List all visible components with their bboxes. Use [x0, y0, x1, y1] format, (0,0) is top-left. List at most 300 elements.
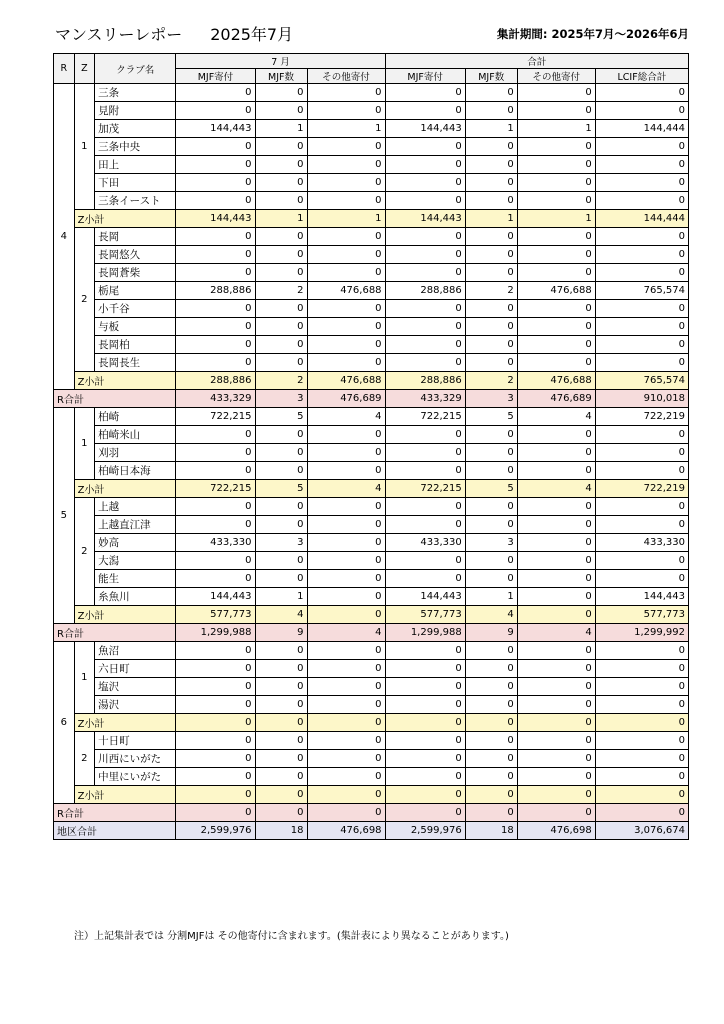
value-cell: 0 — [307, 606, 385, 624]
value-cell: 0 — [595, 714, 688, 732]
value-cell: 0 — [595, 498, 688, 516]
value-cell: 288,886 — [385, 372, 465, 390]
value-cell: 0 — [176, 714, 255, 732]
col-header-july: 7 月 — [176, 54, 385, 69]
col-header-total-other: その他寄付 — [517, 69, 595, 84]
value-cell: 5 — [255, 408, 307, 426]
zone-number: 1 — [74, 408, 95, 480]
club-name: 与板 — [95, 318, 176, 336]
value-cell: 0 — [595, 750, 688, 768]
report-body — [54, 84, 689, 840]
value-cell: 0 — [465, 228, 517, 246]
value-cell: 1 — [465, 210, 517, 228]
value-cell: 0 — [465, 462, 517, 480]
value-cell: 0 — [176, 516, 255, 534]
zone-subtotal-row — [54, 210, 689, 228]
zone-subtotal-row — [54, 714, 689, 732]
value-cell: 0 — [255, 264, 307, 282]
value-cell: 0 — [176, 300, 255, 318]
zone-subtotal-row — [54, 372, 689, 390]
value-cell: 0 — [517, 138, 595, 156]
club-name: 長岡悠久 — [95, 246, 176, 264]
value-cell: 0 — [595, 444, 688, 462]
value-cell: 0 — [385, 336, 465, 354]
value-cell: 0 — [255, 804, 307, 822]
value-cell: 0 — [465, 426, 517, 444]
club-row — [54, 408, 689, 426]
value-cell: 0 — [307, 156, 385, 174]
value-cell: 0 — [255, 696, 307, 714]
value-cell: 0 — [307, 102, 385, 120]
zone-number: 2 — [74, 498, 95, 606]
club-row — [54, 192, 689, 210]
value-cell: 0 — [517, 516, 595, 534]
value-cell: 0 — [595, 696, 688, 714]
value-cell: 0 — [517, 750, 595, 768]
value-cell: 1,299,988 — [176, 624, 255, 642]
col-header-total-mjf-amount: MJF寄付 — [385, 69, 465, 84]
value-cell: 0 — [517, 156, 595, 174]
value-cell: 0 — [595, 642, 688, 660]
value-cell: 476,688 — [307, 372, 385, 390]
club-row — [54, 156, 689, 174]
value-cell: 18 — [255, 822, 307, 840]
value-cell: 0 — [385, 426, 465, 444]
club-row — [54, 678, 689, 696]
value-cell: 0 — [465, 516, 517, 534]
value-cell: 4 — [517, 408, 595, 426]
club-name: 中里にいがた — [95, 768, 176, 786]
value-cell: 4 — [465, 606, 517, 624]
value-cell: 0 — [307, 336, 385, 354]
club-name: 栃尾 — [95, 282, 176, 300]
value-cell: 0 — [176, 444, 255, 462]
value-cell: 765,574 — [595, 372, 688, 390]
value-cell: 0 — [465, 300, 517, 318]
value-cell: 0 — [255, 138, 307, 156]
value-cell: 0 — [465, 174, 517, 192]
club-name: 湯沢 — [95, 696, 176, 714]
value-cell: 476,689 — [307, 390, 385, 408]
zone-number: 2 — [74, 228, 95, 372]
value-cell: 722,215 — [385, 480, 465, 498]
club-row — [54, 84, 689, 102]
club-name: 上越直江津 — [95, 516, 176, 534]
value-cell: 0 — [517, 318, 595, 336]
value-cell: 577,773 — [385, 606, 465, 624]
value-cell: 0 — [255, 246, 307, 264]
value-cell: 0 — [517, 102, 595, 120]
club-name: 長岡長生 — [95, 354, 176, 372]
value-cell: 0 — [307, 192, 385, 210]
club-name: 六日町 — [95, 660, 176, 678]
zone-subtotal-row — [54, 606, 689, 624]
value-cell: 0 — [595, 102, 688, 120]
zone-subtotal-label: Z小計 — [74, 606, 176, 624]
report-table — [53, 53, 689, 840]
value-cell: 0 — [385, 156, 465, 174]
club-row — [54, 102, 689, 120]
value-cell: 0 — [307, 246, 385, 264]
club-name: 糸魚川 — [95, 588, 176, 606]
value-cell: 0 — [595, 552, 688, 570]
value-cell: 0 — [595, 174, 688, 192]
value-cell: 0 — [307, 768, 385, 786]
value-cell: 0 — [385, 354, 465, 372]
value-cell: 0 — [255, 660, 307, 678]
value-cell: 0 — [595, 156, 688, 174]
value-cell: 0 — [517, 552, 595, 570]
club-name: 魚沼 — [95, 642, 176, 660]
club-row — [54, 498, 689, 516]
value-cell: 1 — [307, 120, 385, 138]
value-cell: 0 — [176, 246, 255, 264]
club-name: 三条イースト — [95, 192, 176, 210]
value-cell: 0 — [595, 786, 688, 804]
value-cell: 0 — [176, 156, 255, 174]
value-cell: 476,698 — [517, 822, 595, 840]
club-name: 田上 — [95, 156, 176, 174]
value-cell: 0 — [385, 714, 465, 732]
value-cell: 0 — [176, 732, 255, 750]
value-cell: 18 — [465, 822, 517, 840]
club-name: 十日町 — [95, 732, 176, 750]
zone-subtotal-label: Z小計 — [74, 480, 176, 498]
col-header-july-mjf-count: MJF数 — [255, 69, 307, 84]
value-cell: 0 — [307, 354, 385, 372]
value-cell: 3 — [465, 390, 517, 408]
value-cell: 0 — [307, 786, 385, 804]
value-cell: 0 — [465, 678, 517, 696]
value-cell: 476,688 — [517, 282, 595, 300]
value-cell: 0 — [176, 174, 255, 192]
value-cell: 0 — [176, 84, 255, 102]
club-name: 柏崎 — [95, 408, 176, 426]
value-cell: 0 — [385, 264, 465, 282]
value-cell: 0 — [517, 444, 595, 462]
value-cell: 0 — [385, 732, 465, 750]
value-cell: 2 — [465, 282, 517, 300]
value-cell: 0 — [255, 354, 307, 372]
value-cell: 577,773 — [176, 606, 255, 624]
region-number: 4 — [54, 84, 75, 390]
value-cell: 0 — [595, 300, 688, 318]
value-cell: 144,443 — [385, 588, 465, 606]
value-cell: 5 — [465, 480, 517, 498]
club-row — [54, 696, 689, 714]
value-cell: 0 — [465, 138, 517, 156]
value-cell: 0 — [465, 264, 517, 282]
value-cell: 0 — [385, 84, 465, 102]
value-cell: 0 — [517, 300, 595, 318]
club-row — [54, 570, 689, 588]
report-header — [55, 22, 689, 46]
value-cell: 476,688 — [517, 372, 595, 390]
value-cell: 0 — [176, 354, 255, 372]
club-row — [54, 660, 689, 678]
value-cell: 288,886 — [176, 372, 255, 390]
value-cell: 144,444 — [595, 120, 688, 138]
header-row-top — [54, 54, 689, 69]
value-cell: 0 — [517, 84, 595, 102]
value-cell: 0 — [385, 192, 465, 210]
value-cell: 0 — [465, 786, 517, 804]
club-name: 能生 — [95, 570, 176, 588]
value-cell: 722,219 — [595, 480, 688, 498]
value-cell: 0 — [517, 642, 595, 660]
value-cell: 0 — [307, 264, 385, 282]
value-cell: 0 — [465, 750, 517, 768]
region-number: 5 — [54, 408, 75, 624]
value-cell: 144,443 — [385, 120, 465, 138]
value-cell: 0 — [517, 174, 595, 192]
club-row — [54, 354, 689, 372]
value-cell: 0 — [465, 102, 517, 120]
value-cell: 0 — [307, 300, 385, 318]
value-cell: 0 — [595, 660, 688, 678]
value-cell: 0 — [517, 192, 595, 210]
value-cell: 476,689 — [517, 390, 595, 408]
club-row — [54, 318, 689, 336]
value-cell: 0 — [517, 732, 595, 750]
club-row — [54, 228, 689, 246]
value-cell: 722,215 — [176, 408, 255, 426]
value-cell: 0 — [465, 336, 517, 354]
value-cell: 0 — [465, 570, 517, 588]
value-cell: 5 — [255, 480, 307, 498]
value-cell: 0 — [385, 786, 465, 804]
club-row — [54, 552, 689, 570]
club-row — [54, 264, 689, 282]
value-cell: 9 — [465, 624, 517, 642]
value-cell: 0 — [465, 552, 517, 570]
club-name: 川西にいがた — [95, 750, 176, 768]
value-cell: 433,329 — [385, 390, 465, 408]
value-cell: 0 — [255, 714, 307, 732]
value-cell: 0 — [176, 426, 255, 444]
value-cell: 577,773 — [595, 606, 688, 624]
value-cell: 0 — [255, 444, 307, 462]
value-cell: 0 — [595, 678, 688, 696]
value-cell: 0 — [255, 336, 307, 354]
club-name: 上越 — [95, 498, 176, 516]
zone-subtotal-row — [54, 786, 689, 804]
value-cell: 0 — [176, 318, 255, 336]
value-cell: 0 — [307, 228, 385, 246]
value-cell: 0 — [307, 696, 385, 714]
value-cell: 2,599,976 — [176, 822, 255, 840]
value-cell: 0 — [595, 354, 688, 372]
value-cell: 433,330 — [595, 534, 688, 552]
value-cell: 0 — [176, 642, 255, 660]
value-cell: 0 — [385, 660, 465, 678]
club-row — [54, 444, 689, 462]
value-cell: 1 — [255, 120, 307, 138]
value-cell: 0 — [176, 768, 255, 786]
value-cell: 0 — [385, 138, 465, 156]
value-cell: 0 — [307, 84, 385, 102]
value-cell: 3 — [255, 390, 307, 408]
col-header-z: Z — [74, 54, 95, 84]
value-cell: 0 — [385, 318, 465, 336]
value-cell: 0 — [465, 246, 517, 264]
value-cell: 0 — [176, 570, 255, 588]
value-cell: 0 — [595, 426, 688, 444]
value-cell: 0 — [385, 300, 465, 318]
value-cell: 0 — [176, 660, 255, 678]
value-cell: 5 — [465, 408, 517, 426]
value-cell: 0 — [176, 678, 255, 696]
value-cell: 0 — [307, 804, 385, 822]
value-cell: 4 — [517, 480, 595, 498]
value-cell: 0 — [517, 336, 595, 354]
club-row — [54, 120, 689, 138]
club-row — [54, 750, 689, 768]
value-cell: 0 — [517, 660, 595, 678]
footnote: 注）上記集計表では 分割MJFは その他寄付に含まれます。(集計表により異なることがあります。) — [74, 931, 509, 942]
value-cell: 0 — [595, 768, 688, 786]
value-cell: 0 — [517, 534, 595, 552]
report-title — [55, 22, 293, 45]
club-row — [54, 642, 689, 660]
value-cell: 144,443 — [176, 210, 255, 228]
zone-number: 1 — [74, 84, 95, 210]
value-cell: 0 — [385, 750, 465, 768]
value-cell: 0 — [595, 84, 688, 102]
club-name: 大潟 — [95, 552, 176, 570]
value-cell: 0 — [385, 642, 465, 660]
value-cell: 0 — [307, 426, 385, 444]
value-cell: 0 — [176, 750, 255, 768]
value-cell: 0 — [255, 768, 307, 786]
value-cell: 0 — [465, 714, 517, 732]
value-cell: 0 — [255, 642, 307, 660]
club-name: 三条 — [95, 84, 176, 102]
title-text: マンスリーレポー — [55, 25, 183, 44]
value-cell: 4 — [307, 624, 385, 642]
value-cell: 0 — [595, 318, 688, 336]
value-cell: 3 — [465, 534, 517, 552]
value-cell: 910,018 — [595, 390, 688, 408]
value-cell: 0 — [465, 192, 517, 210]
region-total-label: R合計 — [54, 624, 176, 642]
value-cell: 0 — [255, 426, 307, 444]
value-cell: 0 — [465, 642, 517, 660]
value-cell: 3 — [255, 534, 307, 552]
value-cell: 2 — [465, 372, 517, 390]
club-name: 長岡柏 — [95, 336, 176, 354]
zone-subtotal-label: Z小計 — [74, 714, 176, 732]
club-row — [54, 336, 689, 354]
value-cell: 0 — [255, 786, 307, 804]
club-name: 塩沢 — [95, 678, 176, 696]
value-cell: 0 — [307, 660, 385, 678]
value-cell: 0 — [255, 192, 307, 210]
value-cell: 0 — [385, 174, 465, 192]
value-cell: 0 — [385, 516, 465, 534]
value-cell: 0 — [385, 462, 465, 480]
value-cell: 0 — [176, 264, 255, 282]
value-cell: 0 — [385, 678, 465, 696]
value-cell: 0 — [176, 498, 255, 516]
value-cell: 1,299,988 — [385, 624, 465, 642]
value-cell: 0 — [465, 768, 517, 786]
col-header-club: クラブ名 — [95, 54, 176, 84]
value-cell: 0 — [517, 354, 595, 372]
club-row — [54, 732, 689, 750]
value-cell: 0 — [255, 498, 307, 516]
club-name: 妙高 — [95, 534, 176, 552]
value-cell: 0 — [307, 732, 385, 750]
value-cell: 0 — [176, 696, 255, 714]
zone-subtotal-label: Z小計 — [74, 372, 176, 390]
value-cell: 0 — [595, 192, 688, 210]
value-cell: 0 — [517, 588, 595, 606]
value-cell: 1,299,992 — [595, 624, 688, 642]
value-cell: 9 — [255, 624, 307, 642]
value-cell: 0 — [465, 444, 517, 462]
value-cell: 0 — [255, 750, 307, 768]
value-cell: 2 — [255, 282, 307, 300]
club-name: 下田 — [95, 174, 176, 192]
value-cell: 0 — [307, 444, 385, 462]
value-cell: 2,599,976 — [385, 822, 465, 840]
value-cell: 0 — [307, 642, 385, 660]
value-cell: 0 — [465, 354, 517, 372]
value-cell: 0 — [517, 696, 595, 714]
value-cell: 0 — [307, 552, 385, 570]
value-cell: 0 — [176, 228, 255, 246]
value-cell: 0 — [385, 570, 465, 588]
club-row — [54, 462, 689, 480]
zone-number: 2 — [74, 732, 95, 786]
club-row — [54, 300, 689, 318]
value-cell: 722,215 — [176, 480, 255, 498]
value-cell: 0 — [517, 678, 595, 696]
value-cell: 0 — [307, 174, 385, 192]
value-cell: 0 — [517, 498, 595, 516]
value-cell: 0 — [595, 732, 688, 750]
value-cell: 0 — [307, 138, 385, 156]
value-cell: 0 — [176, 336, 255, 354]
value-cell: 1 — [517, 120, 595, 138]
district-total-label: 地区合計 — [54, 822, 176, 840]
value-cell: 0 — [307, 588, 385, 606]
value-cell: 0 — [465, 498, 517, 516]
value-cell: 0 — [307, 318, 385, 336]
value-cell: 0 — [255, 102, 307, 120]
value-cell: 0 — [255, 570, 307, 588]
value-cell: 0 — [176, 804, 255, 822]
value-cell: 0 — [465, 804, 517, 822]
value-cell: 1 — [465, 120, 517, 138]
value-cell: 0 — [385, 552, 465, 570]
value-cell: 0 — [465, 660, 517, 678]
club-row — [54, 246, 689, 264]
value-cell: 0 — [517, 606, 595, 624]
value-cell: 0 — [517, 804, 595, 822]
value-cell: 0 — [595, 246, 688, 264]
value-cell: 1 — [255, 588, 307, 606]
club-name: 三条中央 — [95, 138, 176, 156]
value-cell: 0 — [465, 696, 517, 714]
value-cell: 0 — [255, 462, 307, 480]
club-name: 長岡 — [95, 228, 176, 246]
value-cell: 0 — [176, 192, 255, 210]
value-cell: 1 — [465, 588, 517, 606]
club-row — [54, 534, 689, 552]
value-cell: 0 — [595, 336, 688, 354]
